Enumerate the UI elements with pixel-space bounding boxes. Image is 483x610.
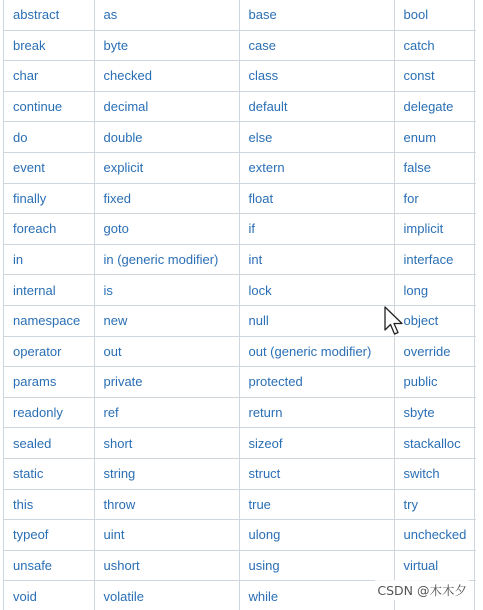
table-row <box>4 183 476 214</box>
table-cell <box>94 581 239 610</box>
table-cell <box>4 183 94 214</box>
keywords-table <box>4 0 476 610</box>
keyword-link[interactable]: implicit <box>403 221 444 237</box>
table-cell <box>4 581 94 610</box>
keyword-link[interactable]: readonly <box>13 405 63 421</box>
keyword-link[interactable]: new <box>103 313 128 329</box>
keyword-link[interactable]: double <box>103 129 143 145</box>
keyword-link[interactable]: case <box>248 37 276 53</box>
keyword-link[interactable]: operator <box>13 343 62 359</box>
table-row <box>4 152 476 183</box>
table-cell <box>239 122 394 153</box>
keyword-link[interactable]: long <box>403 282 429 298</box>
keyword-link[interactable]: char <box>13 68 39 84</box>
keyword-link[interactable]: override <box>403 343 451 359</box>
table-cell <box>94 397 239 428</box>
keyword-link[interactable]: out (generic modifier) <box>248 343 372 359</box>
table-row <box>4 550 476 581</box>
keyword-link[interactable]: for <box>403 190 419 206</box>
keyword-link[interactable]: namespace <box>13 313 81 329</box>
keyword-link[interactable]: using <box>248 557 280 573</box>
table-cell <box>239 152 394 183</box>
table-cell <box>239 183 394 214</box>
keyword-link[interactable]: struct <box>248 466 281 482</box>
table-cell <box>4 0 94 30</box>
keyword-link[interactable]: bool <box>403 7 429 23</box>
keyword-link[interactable]: interface <box>403 252 454 268</box>
keywords-table-container <box>3 0 475 610</box>
keyword-link[interactable]: else <box>248 129 273 145</box>
keyword-link[interactable]: typeof <box>13 527 49 543</box>
table-cell <box>4 336 94 367</box>
keyword-link[interactable]: virtual <box>403 557 439 573</box>
table-cell <box>394 183 476 214</box>
keyword-link[interactable]: internal <box>13 282 56 298</box>
table-cell <box>94 489 239 520</box>
table-row <box>4 244 476 275</box>
keyword-link[interactable]: short <box>103 435 133 451</box>
table-cell <box>4 214 94 245</box>
keywords-table-body <box>4 0 476 610</box>
keyword-link[interactable]: void <box>13 588 37 604</box>
keyword-link[interactable]: class <box>248 68 279 84</box>
table-cell <box>4 275 94 306</box>
table-cell <box>239 244 394 275</box>
keyword-link[interactable]: finally <box>13 190 47 206</box>
keyword-link[interactable]: params <box>13 374 57 390</box>
keyword-link[interactable]: protected <box>248 374 303 390</box>
table-row <box>4 214 476 245</box>
table-cell <box>394 520 476 551</box>
keyword-link[interactable]: catch <box>403 37 435 53</box>
table-cell <box>4 428 94 459</box>
keyword-link[interactable]: extern <box>248 160 285 176</box>
table-cell <box>239 520 394 551</box>
table-cell <box>4 305 94 336</box>
table-cell <box>394 91 476 122</box>
table-cell <box>239 214 394 245</box>
table-row <box>4 305 476 336</box>
table-cell <box>4 244 94 275</box>
table-cell <box>94 275 239 306</box>
table-row <box>4 122 476 153</box>
keyword-link[interactable]: string <box>103 466 136 482</box>
keyword-link[interactable]: in <box>13 252 24 268</box>
table-row <box>4 489 476 520</box>
table-cell <box>4 61 94 92</box>
table-cell <box>239 397 394 428</box>
keyword-link[interactable]: decimal <box>103 99 149 115</box>
keyword-link[interactable]: this <box>13 496 34 512</box>
table-cell <box>94 122 239 153</box>
keyword-link[interactable]: null <box>248 313 269 329</box>
table-cell <box>239 428 394 459</box>
table-cell <box>394 336 476 367</box>
csdn-watermark: CSDN @木木夕 <box>375 580 469 600</box>
table-cell <box>239 0 394 30</box>
table-cell <box>94 0 239 30</box>
table-row <box>4 61 476 92</box>
table-row <box>4 367 476 398</box>
table-cell <box>394 305 476 336</box>
keyword-link[interactable]: ushort <box>103 557 140 573</box>
keyword-link[interactable]: do <box>13 129 28 145</box>
table-row <box>4 397 476 428</box>
keyword-link[interactable]: checked <box>103 68 152 84</box>
keyword-link[interactable]: sbyte <box>403 405 435 421</box>
table-cell <box>94 214 239 245</box>
keyword-link[interactable]: default <box>248 99 288 115</box>
table-row <box>4 275 476 306</box>
keyword-link[interactable]: object <box>403 313 439 329</box>
keyword-link[interactable]: sizeof <box>248 435 283 451</box>
table-cell <box>94 336 239 367</box>
keyword-link[interactable]: continue <box>13 99 63 115</box>
keyword-link[interactable]: goto <box>103 221 129 237</box>
table-cell <box>239 367 394 398</box>
table-cell <box>94 244 239 275</box>
table-cell <box>94 61 239 92</box>
keyword-link[interactable]: ulong <box>248 527 281 543</box>
table-row <box>4 458 476 489</box>
table-cell <box>4 91 94 122</box>
keyword-link[interactable]: true <box>248 496 271 512</box>
keyword-link[interactable]: try <box>403 496 418 512</box>
keyword-link[interactable]: foreach <box>13 221 57 237</box>
table-cell <box>4 30 94 61</box>
keyword-link[interactable]: unchecked <box>403 527 467 543</box>
keyword-link[interactable]: sealed <box>13 435 52 451</box>
table-row <box>4 336 476 367</box>
keyword-link[interactable]: fixed <box>103 190 131 206</box>
table-row <box>4 428 476 459</box>
table-row <box>4 30 476 61</box>
table-cell <box>394 214 476 245</box>
table-cell <box>239 30 394 61</box>
table-cell <box>239 336 394 367</box>
keyword-link[interactable]: event <box>13 160 45 176</box>
table-cell <box>94 367 239 398</box>
keyword-link[interactable]: in (generic modifier) <box>103 252 219 268</box>
table-cell <box>239 61 394 92</box>
table-cell <box>394 61 476 92</box>
table-row <box>4 520 476 551</box>
table-cell <box>394 397 476 428</box>
keyword-link[interactable]: if <box>248 221 255 237</box>
keyword-link[interactable]: int <box>248 252 263 268</box>
table-cell <box>4 152 94 183</box>
table-cell <box>94 520 239 551</box>
table-cell <box>94 91 239 122</box>
table-cell <box>394 428 476 459</box>
keyword-link[interactable]: break <box>13 37 46 53</box>
keyword-link[interactable]: float <box>248 190 274 206</box>
mouse-pointer-icon <box>383 306 405 336</box>
keyword-link[interactable]: enum <box>403 129 437 145</box>
table-cell <box>394 489 476 520</box>
keyword-link[interactable]: is <box>103 282 113 298</box>
table-cell <box>394 275 476 306</box>
keyword-link[interactable]: stackalloc <box>403 435 461 451</box>
table-cell <box>94 183 239 214</box>
keyword-link[interactable]: as <box>103 7 118 23</box>
table-cell <box>239 550 394 581</box>
table-cell <box>239 275 394 306</box>
keyword-link[interactable]: lock <box>248 282 272 298</box>
table-cell <box>94 428 239 459</box>
table-cell <box>4 520 94 551</box>
table-cell <box>394 0 476 30</box>
table-cell <box>4 550 94 581</box>
table-cell <box>394 550 476 581</box>
keyword-link[interactable]: switch <box>403 466 440 482</box>
keyword-link[interactable]: unsafe <box>13 557 53 573</box>
keyword-link[interactable]: byte <box>103 37 129 53</box>
table-cell <box>394 244 476 275</box>
table-cell <box>94 458 239 489</box>
keyword-link[interactable]: private <box>103 374 143 390</box>
table-cell <box>94 305 239 336</box>
table-cell <box>4 122 94 153</box>
table-cell <box>239 305 394 336</box>
table-row <box>4 91 476 122</box>
table-cell <box>4 397 94 428</box>
keyword-link[interactable]: static <box>13 466 44 482</box>
table-cell <box>394 30 476 61</box>
table-cell <box>239 581 394 610</box>
table-cell <box>4 458 94 489</box>
table-cell <box>239 91 394 122</box>
table-cell <box>394 367 476 398</box>
table-cell <box>94 30 239 61</box>
table-cell <box>4 367 94 398</box>
keyword-link[interactable]: ref <box>103 405 119 421</box>
keyword-link[interactable]: throw <box>103 496 136 512</box>
table-cell <box>394 458 476 489</box>
keyword-link[interactable]: out <box>103 343 122 359</box>
table-cell <box>4 489 94 520</box>
keyword-link[interactable]: uint <box>103 527 125 543</box>
table-cell <box>239 458 394 489</box>
keyword-link[interactable]: explicit <box>103 160 144 176</box>
keyword-link[interactable]: return <box>248 405 283 421</box>
keyword-link[interactable]: volatile <box>103 588 144 604</box>
table-row <box>4 0 476 30</box>
table-cell <box>94 152 239 183</box>
table-cell <box>239 489 394 520</box>
table-cell <box>94 550 239 581</box>
keyword-link[interactable]: delegate <box>403 99 454 115</box>
keyword-link[interactable]: false <box>403 160 431 176</box>
table-cell <box>394 152 476 183</box>
table-cell <box>394 122 476 153</box>
keyword-link[interactable]: while <box>248 588 279 604</box>
keyword-link[interactable]: const <box>403 68 435 84</box>
keyword-link[interactable]: public <box>403 374 438 390</box>
keyword-link[interactable]: base <box>248 7 277 23</box>
keyword-link[interactable]: abstract <box>13 7 60 23</box>
